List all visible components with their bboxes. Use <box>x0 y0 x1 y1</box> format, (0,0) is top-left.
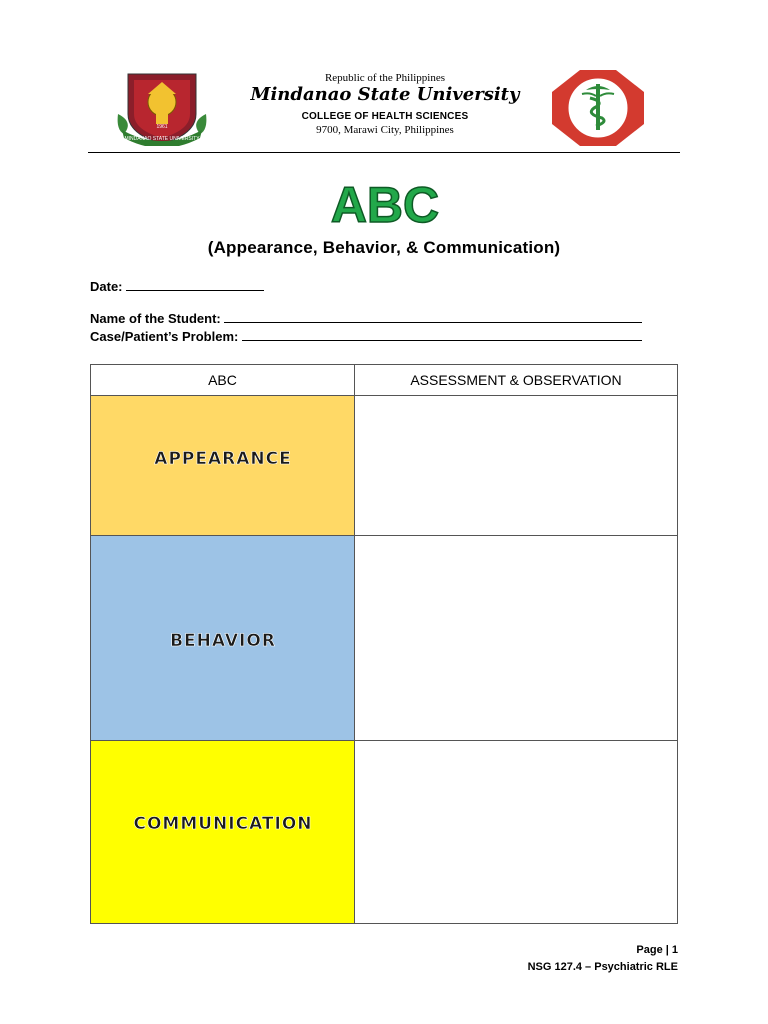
university-name: Mindanao State University <box>250 84 520 105</box>
row-appearance-input-cell[interactable] <box>354 395 678 536</box>
abc-title-text: ABC <box>330 178 440 230</box>
date-field <box>90 279 264 294</box>
row-behavior-input-cell[interactable] <box>354 535 678 741</box>
row-behavior-label-cell <box>90 535 355 741</box>
student-name-label: Name of the Student: <box>90 311 221 326</box>
row-appearance-label-cell <box>90 395 355 536</box>
page-number: Page | 1 <box>636 944 678 956</box>
svg-text:APPEARANCE: APPEARANCE <box>154 449 292 469</box>
chs-seal-logo <box>550 68 646 148</box>
patient-problem-field <box>90 329 642 344</box>
patient-problem-label: Case/Patient’s Problem: <box>90 329 239 344</box>
row-communication-label-cell <box>90 740 355 924</box>
abc-subtitle: (Appearance, Behavior, & Communication) <box>207 238 561 257</box>
svg-text:MINDANAO STATE UNIVERSITY: MINDANAO STATE UNIVERSITY <box>124 136 200 142</box>
header-assessment: ASSESSMENT & OBSERVATION <box>354 364 678 396</box>
date-blank[interactable] <box>126 279 264 291</box>
republic-line: Republic of the Philippines <box>324 72 446 84</box>
communication-label <box>91 807 354 837</box>
abc-title <box>300 178 470 230</box>
row-communication-input-cell[interactable] <box>354 740 678 924</box>
student-name-field <box>90 311 642 326</box>
svg-text:1961: 1961 <box>156 124 168 130</box>
date-label: Date: <box>90 279 123 294</box>
address-line: 9700, Marawi City, Philippines <box>316 124 454 136</box>
msu-seal-logo <box>114 70 210 146</box>
appearance-label <box>91 442 354 472</box>
patient-problem-blank[interactable] <box>242 329 642 341</box>
college-name: COLLEGE OF HEALTH SCIENCES <box>301 111 469 122</box>
abc-table <box>90 364 678 924</box>
svg-text:BEHAVIOR: BEHAVIOR <box>170 631 276 651</box>
svg-text:COMMUNICATION: COMMUNICATION <box>133 814 313 834</box>
header-divider <box>88 152 680 153</box>
course-code: NSG 127.4 – Psychiatric RLE <box>527 961 678 973</box>
behavior-label <box>91 624 354 654</box>
student-name-blank[interactable] <box>224 311 642 323</box>
header-abc: ABC <box>90 364 355 396</box>
